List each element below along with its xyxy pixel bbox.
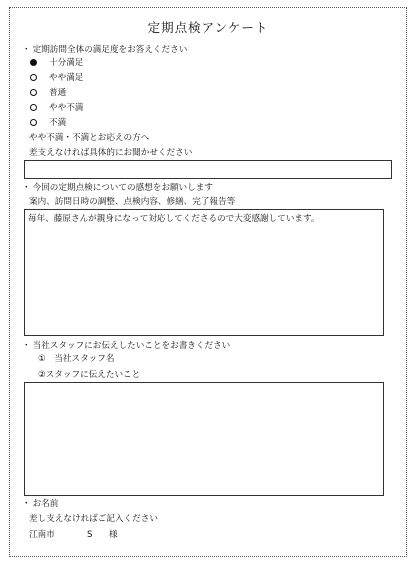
bullet-dot: ・	[22, 45, 31, 55]
form-title: 定期点検アンケート	[147, 20, 269, 35]
q4-name: S	[87, 530, 93, 540]
q3-heading: ・ 当社スタッフにお伝えしたいことをお書きください	[22, 341, 231, 351]
radio-empty-icon[interactable]	[30, 119, 37, 126]
q2-heading: ・ 今回の定期点検についての感想をお願いします	[22, 183, 213, 193]
radio-selected-icon[interactable]	[30, 59, 37, 66]
q4-honorific: 様	[109, 530, 118, 540]
q1-answer-box[interactable]	[24, 160, 392, 179]
survey-form	[9, 7, 407, 557]
q1-heading: ・ 定期訪問全体の満足度をお答えください	[22, 45, 188, 55]
q2-answer-text: 毎年、藤原さんが親身になって対応してくださるので大変感謝しています。	[28, 214, 320, 224]
q1-option-1[interactable]: 十分満足	[30, 58, 83, 69]
bullet-dot: ・	[22, 499, 31, 509]
q3-item-2: ②スタッフに伝えたいこと	[38, 370, 141, 380]
q2-answer-box[interactable]	[24, 209, 384, 336]
q1-option-5[interactable]: 不満	[30, 118, 66, 129]
q1-option-4[interactable]: やや不満	[30, 103, 83, 114]
q1-option-3[interactable]: 普通	[30, 88, 66, 99]
q4-heading: ・ お名前	[22, 499, 59, 509]
q4-city: 江南市	[29, 530, 55, 540]
radio-empty-icon[interactable]	[30, 74, 37, 81]
q2-subtext: 案内、訪問日時の調整、点検内容、修繕、完了報告等	[29, 197, 236, 207]
q1-option-2[interactable]: やや満足	[30, 73, 83, 84]
q3-answer-box[interactable]	[24, 382, 384, 496]
bullet-dot: ・	[22, 341, 31, 351]
q1-note-1: やや不満・不満とお応えの方へ	[29, 133, 150, 143]
q3-item-1: ① 当社スタッフ名	[38, 354, 115, 364]
q4-subtext: 差し支えなければご記入ください	[29, 514, 158, 524]
q1-note-2: 差支えなければ具体的にお聞かせください	[29, 148, 193, 158]
bullet-dot: ・	[22, 183, 31, 193]
radio-empty-icon[interactable]	[30, 104, 37, 111]
radio-empty-icon[interactable]	[30, 89, 37, 96]
